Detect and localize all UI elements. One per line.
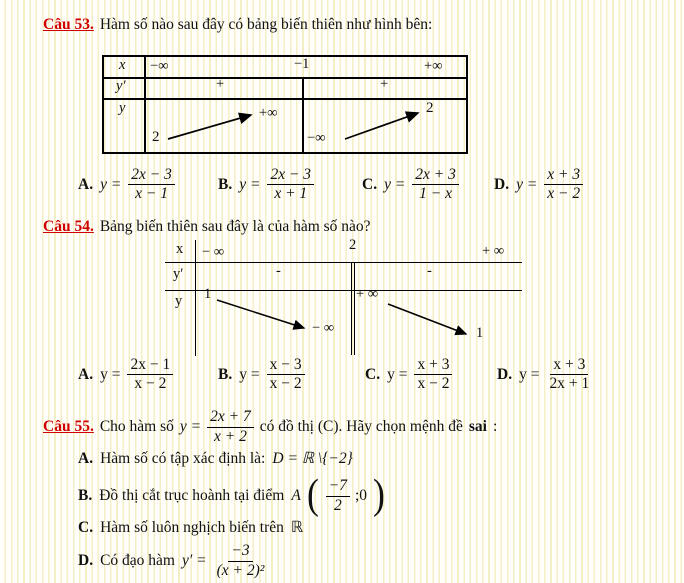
x-row-label: x: [176, 241, 184, 257]
option-key: A.: [78, 449, 94, 467]
y-seg2-start: + ∞: [356, 286, 379, 302]
option-key: B.: [78, 487, 93, 504]
answer-key: A.: [78, 175, 94, 193]
q55-function-fraction: [207, 408, 254, 446]
option-math: D = ℝ \{−2}: [272, 450, 353, 467]
q54-question-text: Bảng biến thiên sau đây là của hàm số nào?: [99, 218, 371, 235]
q55-outro-bold: sai: [468, 418, 487, 435]
point-second-coordinate: ;0: [355, 487, 368, 504]
yprime-row-label: y′: [116, 78, 126, 94]
answer-lhs: y =: [100, 175, 122, 193]
x-left-value: − ∞: [202, 244, 225, 260]
option-text: Đồ thị cắt trục hoành tại điểm: [99, 487, 285, 504]
y-seg2-end: 2: [426, 100, 434, 116]
q55-option-d: [78, 540, 267, 582]
fraction-numerator: x + 3: [550, 356, 588, 375]
fraction-denominator: x + 1: [274, 185, 308, 203]
fraction-numerator: 2x − 1: [127, 356, 173, 375]
q55-option-c: [78, 518, 303, 537]
left-parenthesis: (: [306, 472, 319, 519]
right-parenthesis: ): [373, 472, 386, 519]
fraction-denominator: 2: [334, 496, 342, 514]
q55-option-b: [78, 472, 384, 520]
answer-fraction: [412, 166, 459, 204]
q53-label: Câu 53.: [43, 16, 94, 33]
option-key: D.: [78, 552, 94, 569]
y-seg1-end: − ∞: [312, 320, 335, 336]
fraction-numerator: 2x − 3: [267, 166, 314, 185]
q55-header: [43, 405, 497, 449]
x-left-value: −∞: [150, 58, 169, 74]
answer-fraction: [128, 166, 175, 204]
option-text: Hàm số luôn nghịch biến trên: [100, 518, 284, 536]
fraction-denominator: (x + 2)²: [216, 561, 265, 579]
option-text: Hàm số có tập xác định là:: [100, 449, 266, 467]
y-row-label: y: [175, 293, 183, 309]
option-key: C.: [78, 518, 94, 536]
option-lhs: y′ =: [181, 552, 207, 569]
q53-answer-a: [78, 166, 175, 204]
yprime-row-label: y′: [173, 266, 184, 282]
fraction-numerator: x + 3: [414, 356, 452, 375]
q55-label: Câu 55.: [43, 418, 94, 435]
answer-lhs: y =: [384, 175, 406, 193]
q53-answer-b: [218, 166, 314, 204]
y-seg2-start: −∞: [307, 130, 326, 146]
q55-outro-text: có đồ thị (C). Hãy chọn mệnh đề: [259, 418, 463, 435]
answer-key: D.: [494, 175, 510, 193]
q55-option-a: [78, 449, 353, 468]
q53-header: [43, 16, 432, 34]
yprime-sign-left: -: [276, 263, 281, 279]
answer-lhs: y =: [519, 365, 540, 383]
q54-answer-a: [78, 356, 173, 394]
x-right-value: + ∞: [482, 243, 505, 259]
fraction-denominator: x − 1: [135, 185, 169, 203]
answer-lhs: y =: [239, 365, 260, 383]
option-fraction: [326, 477, 350, 515]
increase-arrow: [345, 113, 418, 139]
q55-intro-text: Cho hàm số: [99, 418, 174, 435]
q53-variation-table: [102, 55, 468, 154]
yprime-sign-right: +: [380, 76, 389, 92]
fraction-numerator: x − 3: [267, 356, 305, 375]
y-seg1-start: 2: [152, 129, 160, 145]
q53-trend-arrows: [104, 57, 466, 152]
decrease-arrow: [217, 300, 304, 328]
q54-answer-b: [218, 356, 305, 394]
answer-key: B.: [218, 175, 233, 193]
fraction-denominator: x − 2: [417, 375, 450, 393]
fraction-denominator: x + 2: [213, 427, 247, 445]
y-seg2-end: 1: [476, 325, 484, 341]
y-seg1-start: 1: [204, 286, 212, 302]
q54-label: Câu 54.: [43, 218, 94, 235]
y-row-label: y: [119, 100, 126, 116]
q53-answer-c: [362, 166, 459, 204]
answer-fraction: [414, 356, 452, 394]
answer-key: B.: [218, 365, 233, 383]
fraction-numerator: 2x + 3: [412, 166, 459, 185]
option-fraction: [214, 542, 268, 580]
x-mid-value: 2: [349, 237, 357, 253]
fraction-denominator: 2x + 1: [549, 375, 590, 393]
q53-question-text: Hàm số nào sau đây có bảng biến thiên như hình bên:: [99, 16, 433, 33]
answer-lhs: y =: [516, 175, 538, 193]
increase-arrow: [168, 115, 251, 139]
q54-answer-d: [497, 356, 592, 394]
q53-answer-d: [494, 166, 583, 204]
answer-key: D.: [497, 365, 513, 383]
x-mid-value: −1: [294, 56, 310, 72]
answer-key: A.: [78, 365, 94, 383]
y-seg1-end: +∞: [259, 105, 278, 121]
x-right-value: +∞: [424, 58, 443, 74]
answer-fraction: [267, 166, 314, 204]
answer-fraction: [546, 356, 592, 394]
x-row-label: x: [119, 57, 126, 73]
fraction-numerator: −7: [326, 477, 350, 496]
fraction-numerator: −3: [228, 542, 252, 561]
answer-lhs: y =: [100, 365, 121, 383]
answer-key: C.: [365, 365, 381, 383]
yprime-sign-right: -: [427, 263, 432, 279]
yprime-sign-left: +: [216, 76, 225, 92]
fraction-denominator: x − 2: [134, 375, 167, 393]
q54-answer-c: [365, 356, 452, 394]
answer-lhs: y =: [387, 365, 408, 383]
option-math: ℝ: [290, 519, 304, 536]
q55-function-lhs: y =: [179, 418, 202, 435]
q54-variation-table: [160, 238, 540, 358]
point-name: A: [291, 487, 301, 504]
fraction-numerator: x + 3: [544, 166, 583, 185]
q54-trend-arrows: [160, 238, 540, 358]
fraction-numerator: 2x − 3: [128, 166, 175, 185]
fraction-denominator: x − 2: [547, 185, 581, 203]
q55-outro-colon: :: [492, 418, 498, 435]
fraction-numerator: 2x + 7: [207, 408, 254, 427]
answer-lhs: y =: [239, 175, 261, 193]
answer-fraction: [127, 356, 173, 394]
fraction-denominator: 1 − x: [419, 185, 453, 203]
answer-fraction: [544, 166, 583, 204]
answer-fraction: [267, 356, 305, 394]
q54-header: [43, 218, 371, 236]
answer-key: C.: [362, 175, 378, 193]
fraction-denominator: x − 2: [269, 375, 302, 393]
option-text: Có đạo hàm: [100, 552, 175, 569]
decrease-arrow: [388, 304, 466, 334]
